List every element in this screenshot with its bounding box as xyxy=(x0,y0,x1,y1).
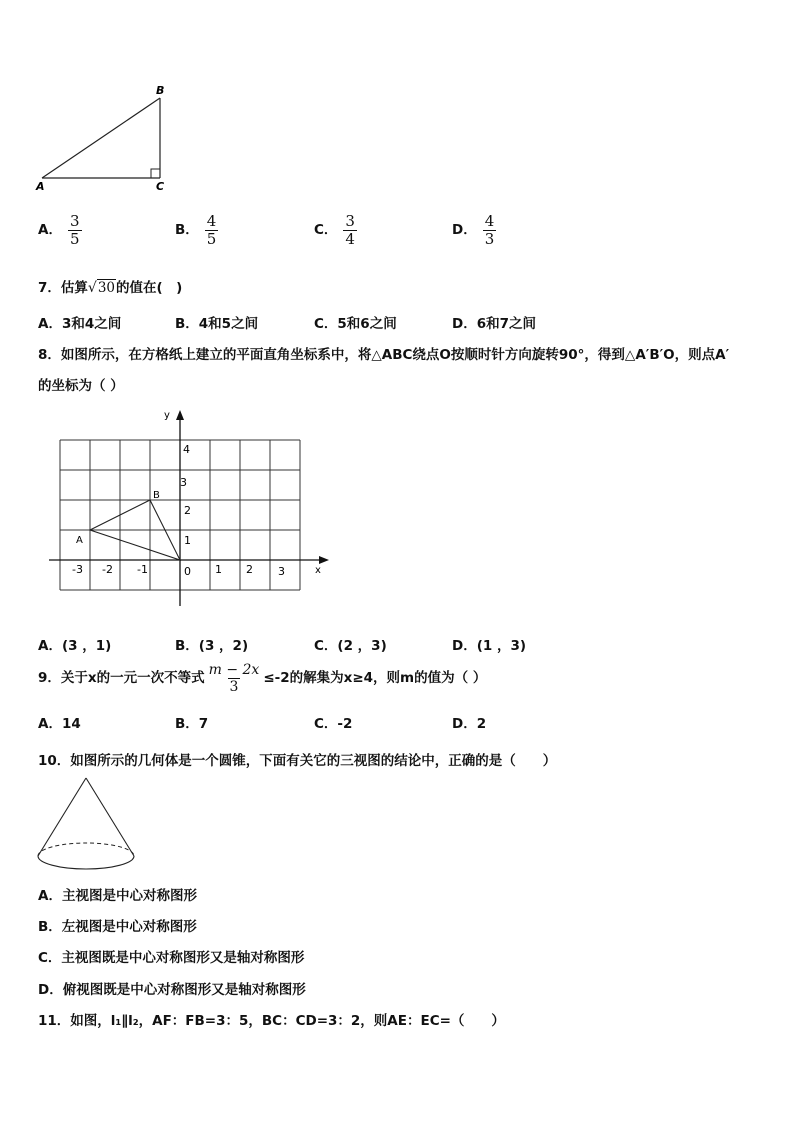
q9-option-a[interactable]: A．14 xyxy=(38,716,81,732)
radicand: 30 xyxy=(97,280,116,296)
x-tick-labels xyxy=(72,563,285,578)
x-tick-label: 0 xyxy=(184,565,191,578)
y-tick-label: 2 xyxy=(184,504,191,517)
q7-stem: 7．估算√30的值在( ) xyxy=(38,280,183,296)
q8-stem-line1: 8．如图所示，在方格纸上建立的平面直角坐标系中，将△ABC绕点O按顺时针方向旋转90°，得到△A′B′O，则点A′ xyxy=(38,347,730,363)
x-tick-label: -3 xyxy=(72,563,83,576)
cone-figure xyxy=(34,772,144,872)
q9-option-d[interactable]: D．2 xyxy=(452,716,487,732)
q10-option-b[interactable]: B．左视图是中心对称图形 xyxy=(38,919,197,935)
q10-option-a[interactable]: A．主视图是中心对称图形 xyxy=(38,888,197,904)
y-axis-label: y xyxy=(164,410,170,421)
cone-base-back-dashed xyxy=(38,843,134,856)
option-letter: D． xyxy=(452,222,477,238)
q9-stem: 9．关于x的一元一次不等式 $\frac{m - 2x}{3}$ ≤-2的解集为x≥4，则m的值为（ ） xyxy=(38,662,487,696)
q7-option-c[interactable]: C．5和6之间 xyxy=(314,316,397,332)
coordinate-grid-figure xyxy=(45,402,345,612)
q6-option-b[interactable] xyxy=(175,213,218,247)
option-letter: A． xyxy=(38,222,62,238)
y-tick-label: 3 xyxy=(180,476,187,489)
q10-option-c[interactable]: C．主视图既是中心对称图形又是轴对称图形 xyxy=(38,950,305,966)
q8-option-a[interactable]: A．(3 ，1) xyxy=(38,638,112,654)
q7-option-d[interactable]: D．6和7之间 xyxy=(452,316,536,332)
option-letter: C． xyxy=(314,222,338,238)
right-triangle-figure xyxy=(30,82,180,194)
vertex-label-b: B xyxy=(156,84,165,97)
x-axis-arrow xyxy=(319,556,329,564)
q10-option-d[interactable]: D．俯视图既是中心对称图形又是轴对称图形 xyxy=(38,982,306,998)
x-tick-label: 3 xyxy=(278,565,285,578)
x-tick-label: 1 xyxy=(215,563,222,576)
q6-option-a[interactable] xyxy=(38,213,82,247)
y-axis-arrow xyxy=(176,410,184,420)
y-tick-labels xyxy=(180,443,191,547)
vertex-label-a: A xyxy=(36,180,45,193)
cone-base-front xyxy=(38,856,134,869)
vertex-label-c: C xyxy=(156,180,165,193)
q6-option-d[interactable] xyxy=(452,213,496,247)
q8-option-b[interactable]: B．(3 ，2) xyxy=(175,638,249,654)
x-axis-label: x xyxy=(315,565,321,576)
option-letter: B． xyxy=(175,222,199,238)
sqrt-symbol: √ xyxy=(87,280,97,296)
q9-option-c[interactable]: C．-2 xyxy=(314,716,353,732)
fraction: $\frac{3}{4}$ xyxy=(345,212,355,248)
q7-option-b[interactable]: B．4和5之间 xyxy=(175,316,259,332)
point-a-label: A xyxy=(76,535,83,546)
q11-stem: 11．如图，l₁∥l₂，AF：FB=3：5，BC：CD=3：2，则AE：EC=（ ） xyxy=(38,1013,505,1029)
side-ab xyxy=(42,98,160,178)
x-tick-label: -2 xyxy=(102,563,113,576)
fraction: $\frac{4}{3}$ xyxy=(484,212,495,248)
fraction: $\frac{4}{5}$ xyxy=(206,212,217,248)
y-tick-label: 1 xyxy=(184,534,191,547)
x-tick-label: 2 xyxy=(246,563,253,576)
q8-stem-line2: 的坐标为（ ） xyxy=(38,378,124,394)
right-angle-mark xyxy=(151,169,160,178)
q7-option-a[interactable]: A．3和4之间 xyxy=(38,316,122,332)
fraction: $\frac{3}{5}$ xyxy=(69,212,80,248)
inequality-fraction: $\frac{m - 2x}{3}$ xyxy=(208,662,260,696)
y-tick-label: 4 xyxy=(183,443,190,456)
q9-option-b[interactable]: B．7 xyxy=(175,716,209,732)
x-tick-label: -1 xyxy=(137,563,148,576)
point-b-label: B xyxy=(153,490,160,501)
q10-stem: 10．如图所示的几何体是一个圆锥，下面有关它的三视图的结论中，正确的是（ ） xyxy=(38,753,557,769)
cone-right-edge xyxy=(86,778,134,856)
q8-option-d[interactable]: D．(1 ，3) xyxy=(452,638,527,654)
q8-option-c[interactable]: C．(2 ，3) xyxy=(314,638,387,654)
q6-option-c[interactable] xyxy=(314,213,357,247)
